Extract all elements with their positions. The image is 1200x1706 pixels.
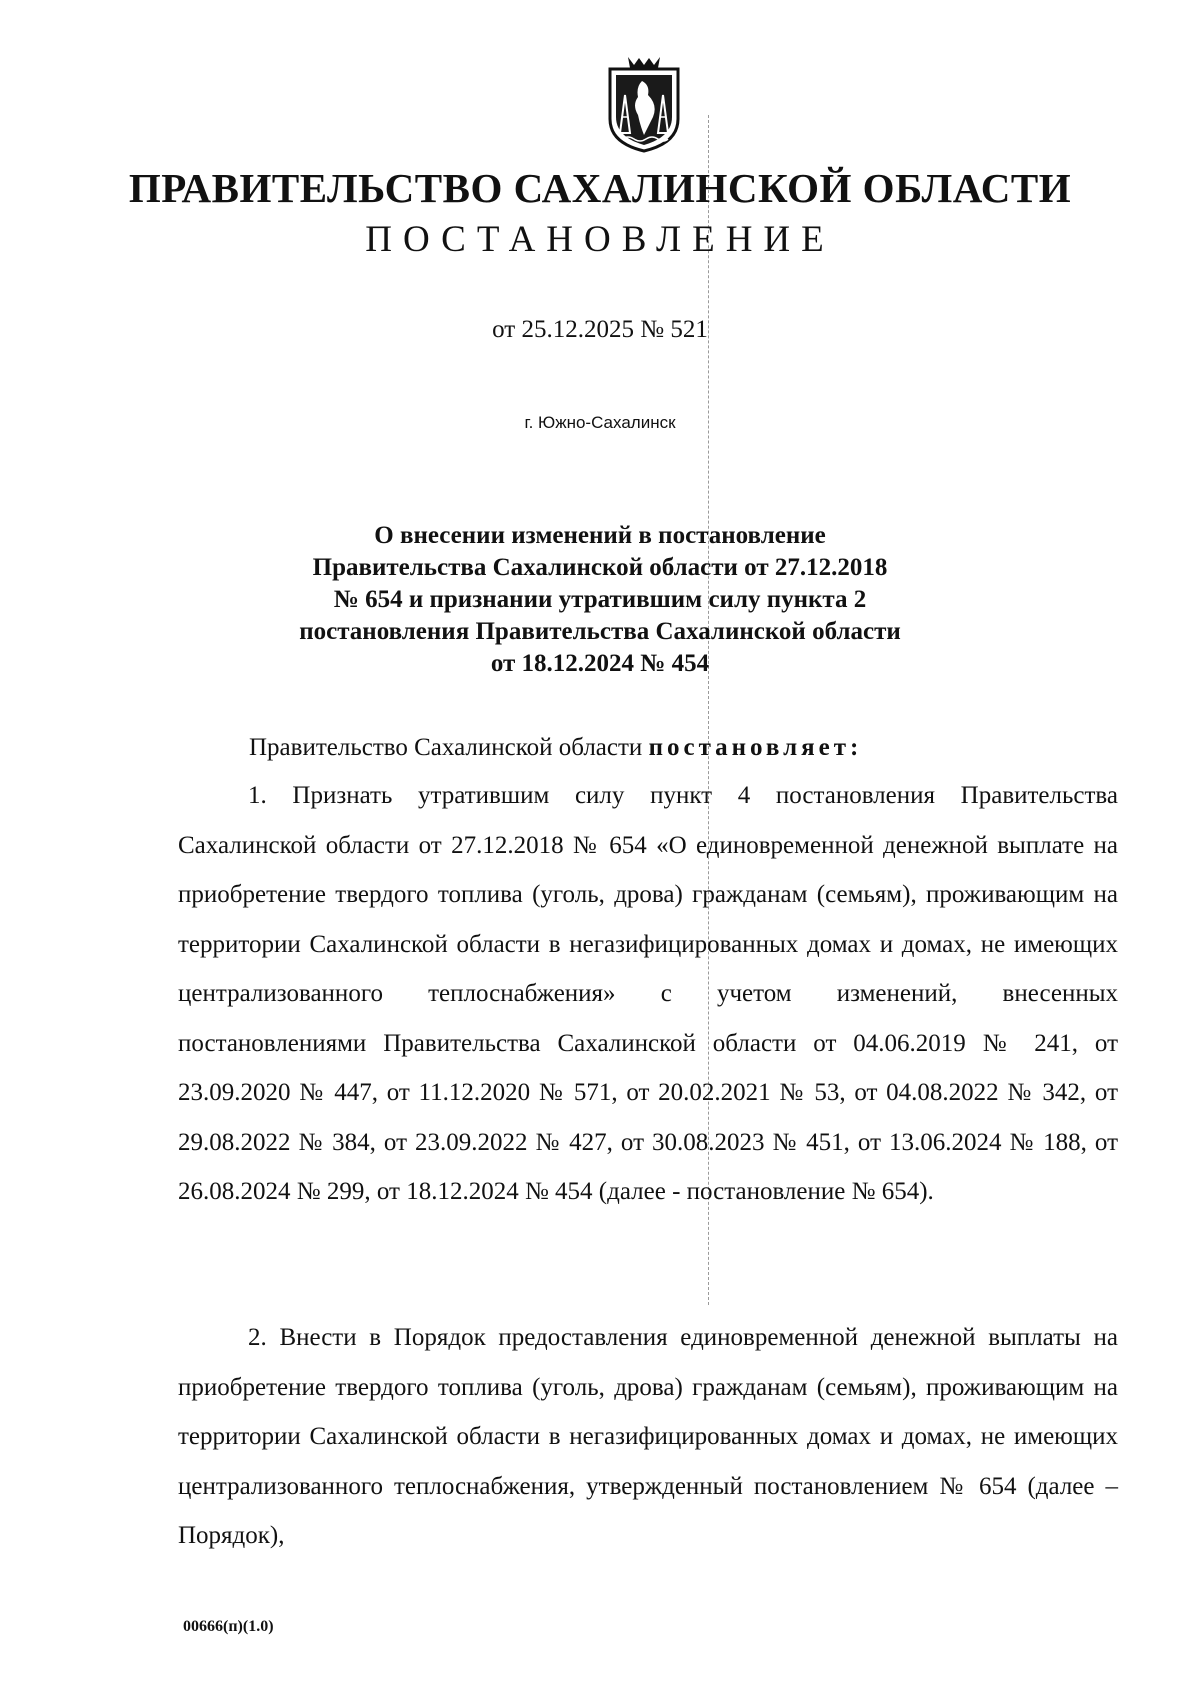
preamble-text: Правительство Сахалинской области xyxy=(249,734,649,761)
document-number: от 25.12.2025 № 521 xyxy=(492,316,708,343)
document-type: ПОСТАНОВЛЕНИЕ xyxy=(365,219,835,260)
document-code: 00666(п)(1.0) xyxy=(183,1618,274,1635)
government-title: ПРАВИТЕЛЬСТВО САХАЛИНСКОЙ ОБЛАСТИ xyxy=(128,165,1072,211)
coat-of-arms-icon xyxy=(598,55,690,153)
paragraph-1: 1. Признать утратившим силу пункт 4 постановления Правительства Сахалинской области от 27.12.2018 № 654 «О единовременной денежной выплате на приобретение твердого топлива (уголь, дрова) гражданам (семьям), проживающим на территории Сахалинской области в негазифицированных домах и домах, не имеющих централизованного теплоснабжения» с учетом изменений, внесенных постановлениями Правительства Сахалинской области от 04.06.2019 № 241, от 23.09.2020 № 447, от 11.12.2020 № 571, от 20.02.2021 № 53, от 04.08.2022 № 342, от 29.08.2022 № 384, от 23.09.2022 № 427, от 30.08.2023 № 451, от 13.06.2024 № 188, от 26.08.2024 № 299, от 18.12.2024 № 454 (далее - постановление № 654). xyxy=(178,782,1118,1205)
subject-line: от 18.12.2024 № 454 xyxy=(490,650,710,677)
subject-line: О внесении изменений в постановление xyxy=(374,522,826,549)
city-line: г. Южно-Сахалинск xyxy=(524,413,676,432)
subject-line: № 654 и признании утратившим силу пункта 2 xyxy=(333,586,867,613)
subject-line: постановления Правительства Сахалинской области xyxy=(299,618,901,645)
preamble-emphasis: постановляет: xyxy=(648,734,863,761)
paragraph-2: 2. Внести в Порядок предоставления единовременной денежной выплаты на приобретение твердого топлива (уголь, дрова) гражданам (семьям), проживающим на территории Сахалинской области в негазифицированных домах и домах, не имеющих централизованного теплоснабжения, утвержденный постановлением № 654 (далее – Порядок), xyxy=(178,1324,1118,1549)
subject-line: Правительства Сахалинской области от 27.12.2018 xyxy=(312,554,888,581)
preamble xyxy=(249,734,862,762)
document-subject xyxy=(250,520,950,680)
